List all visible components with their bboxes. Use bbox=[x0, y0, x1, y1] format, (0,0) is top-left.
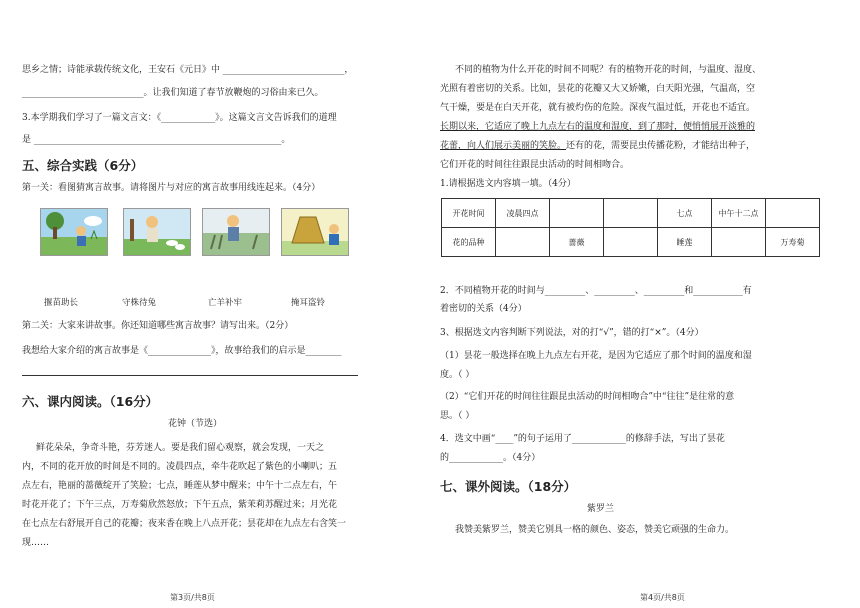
passage-title: 花钟（节选） bbox=[168, 419, 223, 429]
page-footer-left: 第3页/共8页 bbox=[170, 593, 215, 602]
fill-table bbox=[441, 198, 820, 257]
section-5-heading: 五、综合实践（6分） bbox=[22, 158, 144, 173]
table-cell: 中午十二点 bbox=[712, 199, 766, 228]
question-3: 3.本学期我们学习了一篇文言文：《____________》。这篇文言文告诉我们的道理 bbox=[22, 113, 337, 123]
underlined-fragment: 花蕾，向人们展示美丽的笑脸。 bbox=[440, 141, 567, 151]
table-cell: 凌晨四点 bbox=[496, 199, 550, 228]
reading-line-1: 不同的植物为什么开花的时间不同呢？有的植物开花的时间，与温度、湿度、 bbox=[455, 65, 762, 75]
question-3-2: （2）“它们开花的时间往往跟昆虫活动的时间相吻合”中“往往”是往常的意 bbox=[440, 392, 735, 402]
table-cell: 睡莲 bbox=[658, 228, 712, 257]
table-row bbox=[442, 199, 820, 228]
passage-line-6: 现…… bbox=[22, 538, 50, 548]
section-5-task-2: 第二关：大家来讲故事。你还知道哪些寓言故事？请写出来。（2分） bbox=[22, 321, 294, 331]
question-3: 3、根据选文内容判断下列说法，对的打“√”，错的打“×”。（4分） bbox=[440, 328, 704, 338]
answer-line bbox=[22, 375, 358, 376]
table-cell: 开花时间 bbox=[442, 199, 496, 228]
section-5-task-2-answer: 我想给大家介绍的寓言故事是《______________》，故事给我们的启示是________ bbox=[22, 346, 342, 356]
table-cell[interactable] bbox=[712, 228, 766, 257]
reading-line-3: 气干燥，要是在白天开花，就有被灼伤的危险。深夜气温过低，开花也不适宜。 bbox=[440, 103, 756, 113]
table-cell[interactable] bbox=[550, 199, 604, 228]
table-cell: 蔷薇 bbox=[550, 228, 604, 257]
question-4-cont: 的____________。（4分） bbox=[440, 453, 541, 463]
section-7-heading: 七、课外阅读。（18分） bbox=[440, 479, 577, 494]
question-1: 1.请根据选文内容填一填。（4分） bbox=[440, 179, 576, 189]
reading-line-2: 光照有着密切的关系。比如，昙花的花瓣又大又娇嫩，白天阳光强，气温高，空 bbox=[440, 84, 756, 94]
table-row bbox=[442, 228, 820, 257]
passage-line-4: 时花开花了；下午三点，万寿菊欣然怒放；下午五点，紫茉莉苏醒过来；月光花 bbox=[22, 500, 338, 510]
story-picture-2 bbox=[123, 208, 191, 256]
page-footer-right: 第4页/共8页 bbox=[640, 593, 685, 602]
caption-1: 揠苗助长 bbox=[44, 298, 79, 308]
table-cell: 万寿菊 bbox=[766, 228, 820, 257]
story-picture-1 bbox=[40, 208, 108, 256]
question-2: 2．不同植物开花的时间与_________、_________、_________和___________有 bbox=[440, 286, 752, 296]
question-3-answer: 是 _______________________________________________________。 bbox=[22, 135, 291, 145]
question-3-1: （1）昙花一般选择在晚上九点左右开花，是因为它适应了那个时间的温度和湿 bbox=[440, 351, 752, 361]
table-cell[interactable] bbox=[604, 228, 658, 257]
fill-line-1: 思乡之情；诗能承载传统文化，王安石《元日》中 ___________________________， bbox=[22, 65, 354, 75]
passage-line-3: 点左右，艳丽的蔷薇绽开了笑脸；七点，睡莲从梦中醒来；中午十二点左右，午 bbox=[22, 481, 338, 491]
reading-line-6: 它们开花的时间往往跟昆虫活动的时间相吻合。 bbox=[440, 160, 630, 170]
question-2-cont: 着密切的关系（4分） bbox=[440, 304, 527, 314]
reading-title: 紫罗兰 bbox=[587, 504, 615, 514]
table-cell[interactable] bbox=[766, 199, 820, 228]
reading-line-5 bbox=[440, 140, 755, 152]
caption-2: 守株待兔 bbox=[122, 298, 157, 308]
question-3-2-cont: 思。（ ） bbox=[440, 411, 475, 421]
table-cell[interactable] bbox=[604, 199, 658, 228]
passage-line-5: 在七点左右舒展开自己的花瓣；夜来香在晚上八点开花；昙花却在九点左右含笑一 bbox=[22, 519, 347, 529]
question-3-1-cont: 度。（ ） bbox=[440, 370, 475, 380]
story-picture-3 bbox=[202, 208, 270, 256]
question-4: 4．选文中画“____”的句子运用了____________的修辞手法，写出了昙花 bbox=[440, 434, 725, 444]
reading-line-4: 长期以来，它适应了晚上九点左右的温度和湿度，到了那时，便悄悄展开淡雅的 bbox=[440, 122, 756, 132]
table-cell: 七点 bbox=[658, 199, 712, 228]
section-5-task-1: 第一关：看图猜寓言故事。请将图片与对应的寓言故事用线连起来。（4分） bbox=[22, 183, 321, 193]
caption-3: 亡羊补牢 bbox=[208, 298, 243, 308]
passage-line-2: 内，不同的花开放的时间是不同的。凌晨四点，牵牛花吹起了紫色的小喇叭；五 bbox=[22, 462, 338, 472]
section-6-heading: 六、课内阅读。（16分） bbox=[22, 394, 159, 409]
reading-line-5-rest: 还有的花，需要昆虫传播花粉，才能结出种子， bbox=[566, 141, 756, 151]
caption-4: 掩耳盗铃 bbox=[291, 298, 326, 308]
table-cell: 花的品种 bbox=[442, 228, 496, 257]
passage-line-1: 鲜花朵朵，争奇斗艳，芬芳迷人。要是我们留心观察，就会发现，一天之 bbox=[36, 443, 325, 453]
table-cell[interactable] bbox=[496, 228, 550, 257]
fill-line-2: ___________________________。让我们知道了春节放鞭炮的习俗由来已久。 bbox=[22, 88, 324, 98]
story-picture-4 bbox=[281, 208, 349, 256]
reading-intro: 我赞美紫罗兰，赞美它别具一格的颜色、姿态，赞美它顽强的生命力。 bbox=[455, 525, 735, 535]
